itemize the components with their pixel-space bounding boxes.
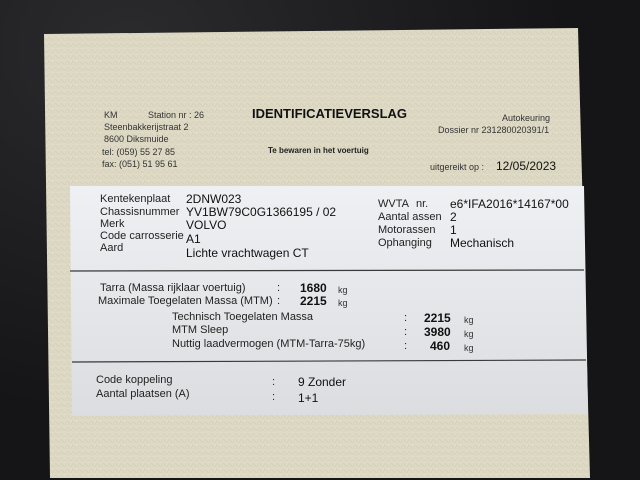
seats-label: Aantal plaatsen (A) [96,388,190,400]
km-label: KM [104,110,118,120]
document-title: IDENTIFICATIEVERSLAG [252,106,408,121]
motor-axles-value: 1 [450,223,457,237]
tare-colon: : [277,282,281,294]
tow-mass-label: MTM Sleep [172,324,229,336]
vehicle-type-label: Aard [100,242,124,254]
mtm-label: Maximale Toegelaten Massa (MTM) [98,295,273,307]
payload-value: 460 [430,339,451,353]
station-number: Station nr : 26 [148,110,205,120]
tare-label: Tarra (Massa rijklaar voertuig) [100,282,246,294]
technical-mass-unit: kg [464,315,474,325]
payload-unit: kg [464,343,474,353]
address-street: Steenbakkerijstraat 2 [104,122,189,132]
suspension-value: Mechanisch [450,236,515,250]
wvta-label: WVTA [378,198,409,210]
plate-label: Kentekenplaat [100,193,171,205]
dossier-number: Dossier nr 231280020391/1 [438,125,550,135]
coupling-code-label: Code koppeling [96,374,173,386]
mtm-colon: : [277,295,281,307]
issued-date: 12/05/2023 [496,159,557,173]
suspension-label: Ophanging [378,237,432,249]
make-value: VOLVO [186,218,227,232]
seats-colon: : [272,391,276,403]
document-subtitle: Te bewaren in het voertuig [268,146,369,155]
tow-mass-colon: : [404,326,408,338]
tare-unit: kg [338,285,348,295]
organization: Autokeuring [502,113,551,123]
fax: fax: (051) 51 95 61 [102,159,178,169]
coupling-code-value: 9 Zonder [298,375,347,389]
chassis-label: Chassisnummer [100,206,180,218]
issued-label: uitgereikt op : [430,162,485,172]
payload-colon: : [404,340,408,352]
wvta-value: e6*IFA2016*14167*00 [450,197,569,211]
axles-label: Aantal assen [378,211,442,223]
payload-label: Nuttig laadvermogen (MTM-Tarra-75kg) [172,338,366,350]
plate-value: 2DNW023 [186,192,242,206]
technical-mass-colon: : [404,312,408,324]
body-code-label: Code carrosserie [100,230,184,242]
motor-axles-label: Motorassen [378,224,436,236]
mtm-unit: kg [338,298,348,308]
technical-mass-value: 2215 [424,311,451,325]
body-code-value: A1 [186,232,201,246]
telephone: tel: (059) 55 27 85 [102,147,176,157]
address-city: 8600 Diksmuide [104,134,169,144]
vehicle-type-value: Lichte vrachtwagen CT [186,246,309,260]
mtm-value: 2215 [300,294,327,308]
tare-value: 1680 [300,281,327,295]
coupling-code-colon: : [272,376,276,388]
seats-value: 1+1 [298,391,319,405]
wvta-nr-label: nr. [416,198,429,210]
tow-mass-value: 3980 [424,325,451,339]
make-label: Merk [100,218,125,230]
axles-value: 2 [450,210,457,224]
chassis-value: YV1BW79C0G1366195 / 02 [186,205,337,219]
technical-mass-label: Technisch Toegelaten Massa [172,311,314,323]
tow-mass-unit: kg [464,329,474,339]
